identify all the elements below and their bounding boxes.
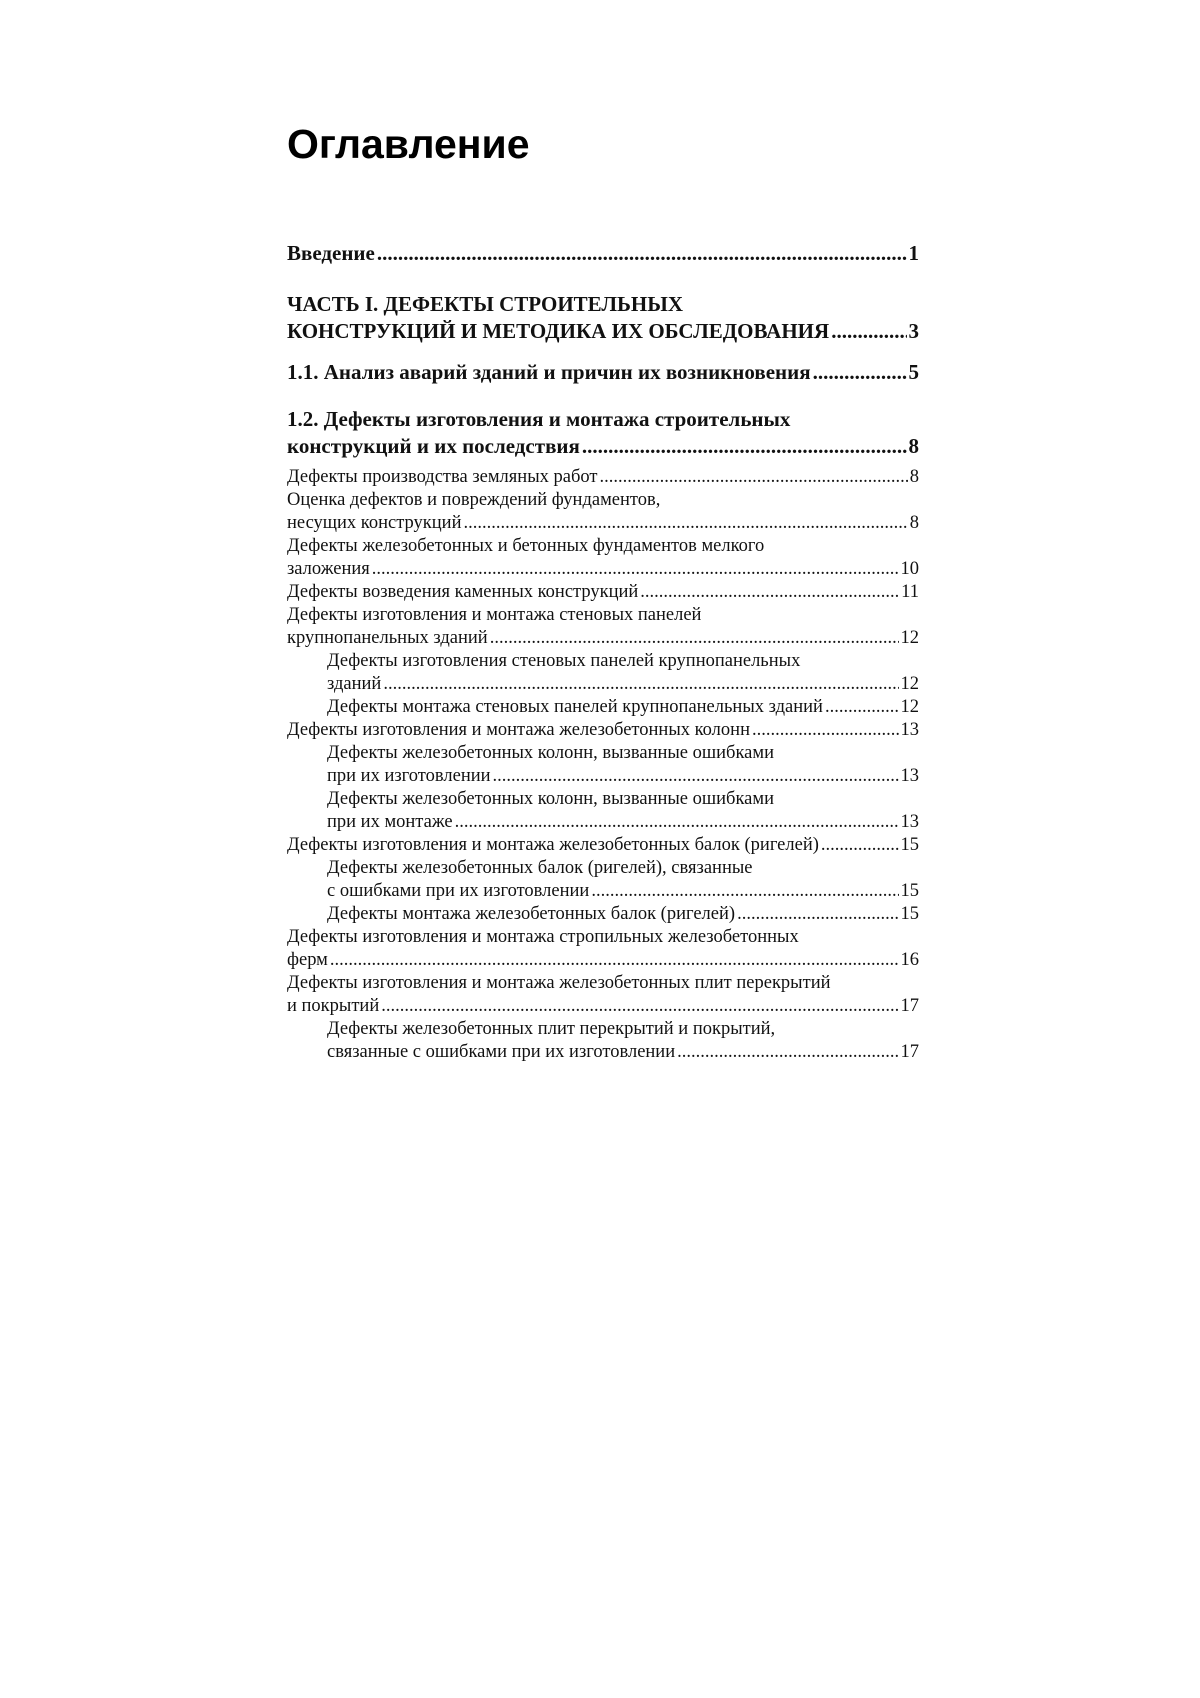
toc-entry-row <box>327 811 919 834</box>
toc-entry-text: Дефекты изготовления и монтажа стеновых панелей <box>287 605 702 625</box>
toc-entry-text: и покрытий <box>287 996 380 1016</box>
toc-entry-row <box>327 880 919 903</box>
toc-entry-text: крупнопанельных зданий <box>287 628 488 648</box>
toc-entry-row <box>327 1041 919 1064</box>
toc-entry-text: заложения <box>287 559 370 579</box>
toc-entry-row <box>287 834 919 857</box>
toc-page-number: 15 <box>900 904 919 924</box>
toc-page-number: 12 <box>900 628 919 648</box>
toc-entry-text: Дефекты изготовления стеновых панелей крупнопанельных <box>327 651 801 671</box>
toc-entry[interactable] <box>287 489 919 535</box>
toc-entry[interactable] <box>287 719 919 742</box>
toc-entry-row <box>287 466 919 489</box>
page-title: Оглавление <box>287 121 530 167</box>
toc-page-number: 17 <box>900 996 919 1016</box>
toc-entry[interactable] <box>287 788 919 834</box>
dot-leader <box>383 673 898 696</box>
dot-leader <box>490 627 899 650</box>
toc-entry[interactable] <box>287 535 919 581</box>
dot-leader <box>821 834 899 857</box>
toc-entry-row <box>287 581 919 604</box>
toc-entry-row <box>327 696 919 719</box>
toc-entry-text: связанные с ошибками при их изготовлении <box>327 1042 676 1062</box>
toc-entry-text: ЧАСТЬ I. ДЕФЕКТЫ СТРОИТЕЛЬНЫХ <box>287 292 684 316</box>
toc-entry-text: Дефекты монтажа стеновых панелей крупнопанельных зданий <box>327 697 823 717</box>
dot-leader <box>591 880 898 903</box>
dot-leader <box>372 558 899 581</box>
toc-entry[interactable] <box>287 696 919 719</box>
toc-page-number: 5 <box>908 360 919 384</box>
toc-page-number: 8 <box>909 467 919 487</box>
toc-entry-text: зданий <box>327 674 382 694</box>
toc-page-number: 8 <box>908 434 919 458</box>
toc-entry-row <box>287 512 919 535</box>
toc-page-number: 10 <box>900 559 919 579</box>
toc-entry[interactable] <box>287 240 919 267</box>
toc-entry-text: Дефекты монтажа железобетонных балок (ригелей) <box>327 904 736 924</box>
toc-entry[interactable] <box>287 903 919 926</box>
toc-page-number: 16 <box>900 950 919 970</box>
toc-page-number: 12 <box>900 697 919 717</box>
toc-entry-text: с ошибками при их изготовлении <box>327 881 590 901</box>
toc-entry-row <box>287 433 919 460</box>
toc-entry-text: Дефекты возведения каменных конструкций <box>287 582 639 602</box>
dot-leader <box>737 903 898 926</box>
toc-entry-text: Дефекты железобетонных балок (ригелей), связанные <box>327 858 753 878</box>
toc-entry-row <box>327 765 919 788</box>
dot-leader <box>825 696 899 719</box>
toc-entry-row <box>287 719 919 742</box>
dot-leader <box>463 512 907 535</box>
toc-entry[interactable] <box>287 834 919 857</box>
toc-entry-text: Дефекты железобетонных плит перекрытий и покрытий, <box>327 1019 776 1039</box>
toc-page-number: 13 <box>900 720 919 740</box>
dot-leader <box>582 433 907 460</box>
toc-entry-text: конструкций и их последствия <box>287 434 580 458</box>
dot-leader <box>677 1041 898 1064</box>
toc-entry-text: Дефекты изготовления и монтажа железобетонных балок (ригелей) <box>287 835 819 855</box>
dot-leader <box>599 466 907 489</box>
dot-leader <box>752 719 899 742</box>
toc-page-number: 3 <box>908 319 919 343</box>
dot-leader <box>831 318 906 345</box>
toc-entry-row <box>287 627 919 650</box>
toc-entry[interactable] <box>287 581 919 604</box>
toc-page-number: 15 <box>900 835 919 855</box>
toc-entry[interactable] <box>287 291 919 345</box>
toc-page-number: 17 <box>900 1042 919 1062</box>
toc-entry-text: при их изготовлении <box>327 766 491 786</box>
toc-entry-text: КОНСТРУКЦИЙ И МЕТОДИКА ИХ ОБСЛЕДОВАНИЯ <box>287 319 830 343</box>
toc-entry-row <box>327 673 919 696</box>
toc-entry-row <box>327 903 919 926</box>
dot-leader <box>377 240 907 267</box>
toc-entry[interactable] <box>287 406 919 460</box>
toc-page-number: 11 <box>901 582 919 602</box>
toc-entry-text: Дефекты железобетонных колонн, вызванные ошибками <box>327 743 774 763</box>
toc-page-number: 13 <box>900 766 919 786</box>
toc-entry-text: Дефекты изготовления и монтажа железобетонных плит перекрытий <box>287 973 831 993</box>
toc-entry-row <box>287 995 919 1018</box>
toc-page-number: 13 <box>900 812 919 832</box>
toc-entry[interactable] <box>287 359 919 386</box>
toc-page-number: 1 <box>908 241 919 265</box>
toc-entry-row <box>287 318 919 345</box>
toc-entry-text: Оценка дефектов и повреждений фундаментов, <box>287 490 661 510</box>
toc-entry-text: Введение <box>287 241 375 265</box>
dot-leader <box>330 949 899 972</box>
toc-entry-text: при их монтаже <box>327 812 453 832</box>
dot-leader <box>640 581 899 604</box>
toc-entry-text: Дефекты производства земляных работ <box>287 467 598 487</box>
toc-entry-text: Дефекты изготовления и монтажа железобетонных колонн <box>287 720 750 740</box>
toc-page-number: 15 <box>900 881 919 901</box>
toc-entry[interactable] <box>287 604 919 650</box>
toc-entry-text: несущих конструкций <box>287 513 462 533</box>
toc-entry[interactable] <box>287 650 919 696</box>
toc-entry-text: 1.1. Анализ аварий зданий и причин их возникновения <box>287 360 811 384</box>
toc-entry-text: Дефекты железобетонных и бетонных фундаментов мелкого <box>287 536 765 556</box>
toc-entry-text: ферм <box>287 950 328 970</box>
toc-entry-row <box>287 949 919 972</box>
toc-entry-row <box>287 359 919 386</box>
toc-entry-text: Дефекты изготовления и монтажа стропильных железобетонных <box>287 927 799 947</box>
toc-entry[interactable] <box>287 972 919 1018</box>
table-of-contents <box>287 240 919 1064</box>
toc-entry[interactable] <box>287 857 919 903</box>
toc-entry[interactable] <box>287 466 919 489</box>
toc-entry-text: Дефекты железобетонных колонн, вызванные ошибками <box>327 789 774 809</box>
toc-entry[interactable] <box>287 926 919 972</box>
toc-page-number: 8 <box>909 513 919 533</box>
dot-leader <box>381 995 898 1018</box>
toc-page-number: 12 <box>900 674 919 694</box>
toc-entry-row <box>287 240 919 267</box>
dot-leader <box>455 811 899 834</box>
toc-entry-text: 1.2. Дефекты изготовления и монтажа строительных <box>287 407 791 431</box>
toc-entry-row <box>287 558 919 581</box>
dot-leader <box>493 765 899 788</box>
dot-leader <box>813 359 907 386</box>
toc-entry[interactable] <box>287 1018 919 1064</box>
toc-entry[interactable] <box>287 742 919 788</box>
